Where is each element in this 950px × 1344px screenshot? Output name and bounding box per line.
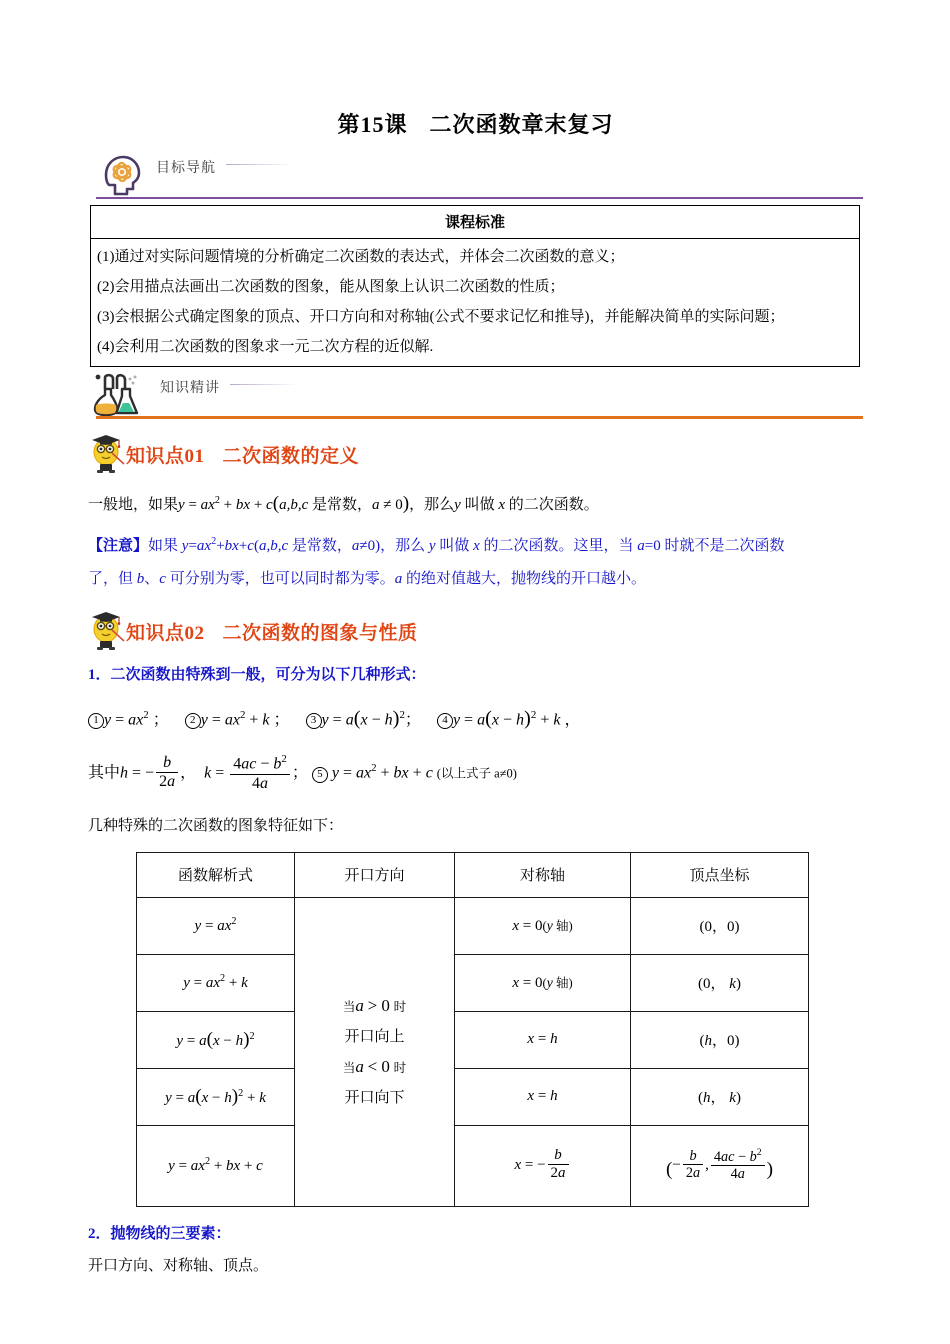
kp-label: 知识点 <box>126 623 185 644</box>
direction-line-1: 当a > 0 时 <box>342 995 407 1015</box>
banner-label-target-navigation: 目标导航 <box>156 161 216 176</box>
section2-heading: 2．抛物线的三要素： <box>88 1225 231 1242</box>
course-standard-item: (4)会利用二次函数的图象求一元二次方程的近似解. <box>97 339 434 355</box>
banner-rule-orange <box>96 416 863 419</box>
kp-title: 二次函数的图象与性质 <box>222 623 418 644</box>
banner-underline-decor <box>230 384 298 385</box>
page-title <box>88 108 863 139</box>
table-row <box>137 1068 809 1125</box>
knowledge-point-02-heading <box>88 616 863 650</box>
cell-axis: x = 0(y 轴) <box>455 954 631 1011</box>
banner-underline-decor <box>226 164 294 165</box>
table-row <box>137 1125 809 1206</box>
cell-vertex: (h， k) <box>631 1068 809 1125</box>
cell-vertex: (0，0) <box>631 897 809 954</box>
head-atom-icon <box>98 151 146 197</box>
course-standard-body <box>91 239 859 366</box>
table-row <box>137 1011 809 1068</box>
definition-paragraph: 一般地，如果$y = ax^2$ + bx + c(a,b,c 是常数，a ≠ 0)，那么y 叫做 x 的二次函数。 <box>88 493 599 514</box>
form5-note: (以上式子 a≠0) <box>436 766 517 781</box>
table-header-row <box>137 852 809 897</box>
cell-axis: x = 0(y 轴) <box>455 897 631 954</box>
table-row <box>137 897 809 954</box>
table-header-direction: 开口方向 <box>295 852 455 897</box>
cell-expression: $y = a(x - h)^2 + k$ <box>137 1068 295 1125</box>
cell-axis: x = h <box>455 1011 631 1068</box>
kp-number: 01 <box>184 446 205 467</box>
direction-line-4: 开口向下 <box>344 1089 405 1106</box>
section2-body: 开口方向、对称轴、顶点。 <box>88 1257 269 1274</box>
graduate-emoji-icon <box>88 431 130 473</box>
table-header-expression: 函数解析式 <box>137 852 295 897</box>
section1-heading: 1．二次函数由特殊到一般，可分为以下几种形式： <box>88 667 426 683</box>
cell-expression: $y = ax^2 + k$ <box>137 954 295 1011</box>
direction-line-3: 当a < 0 时 <box>342 1056 407 1076</box>
course-standard-item: (2)会用描点法画出二次函数的图象，能从图象上认识二次函数的性质； <box>97 279 565 295</box>
note-tag: 【注意】 <box>88 538 149 554</box>
graduate-emoji-icon <box>88 608 130 650</box>
kp-label: 知识点 <box>126 446 185 467</box>
cell-expression: $y = a(x - h)^2$ <box>137 1011 295 1068</box>
cell-vertex: (− $\frac{b}{2a}$ , $\frac{4ac - b^2}{4a}$ ) <box>631 1125 809 1206</box>
cell-opening-direction <box>295 897 455 1206</box>
table-header-axis: 对称轴 <box>455 852 631 897</box>
flask-beaker-icon <box>92 369 152 415</box>
section1-forms: 1 $y = ax^2$ ； 2 $y = ax^2 + k$ ； 3 $y = a(x - h)^2$； 4 $y = a(x - h)^2 + k$ ， <box>88 696 863 739</box>
table-header-vertex: 顶点坐标 <box>631 852 809 897</box>
note-line-2: 了，但 b、c 可分别为零，也可以同时都为零。a 的绝对值越大，抛物线的开口越小。 <box>88 571 646 587</box>
cell-vertex: (0， k) <box>631 954 809 1011</box>
cell-expression: $y = ax^2$ + bx + c <box>137 1125 295 1206</box>
banner-rule-purple <box>96 197 863 199</box>
kp-title: 二次函数的定义 <box>222 446 360 467</box>
function-properties-table <box>136 852 809 1207</box>
table-row <box>137 954 809 1011</box>
table-intro: 几种特殊的二次函数的图象特征如下： <box>88 817 344 834</box>
page-content <box>88 0 863 1282</box>
cell-axis: x = − $\frac{b}{2a}$ <box>455 1125 631 1206</box>
cell-axis: x = h <box>455 1068 631 1125</box>
course-standard-item: (1)通过对实际问题情境的分析确定二次函数的表达式，并体会二次函数的意义； <box>97 249 625 265</box>
knowledge-point-01-text <box>126 441 359 468</box>
knowledge-point-02-text <box>126 618 418 645</box>
note-line-1: 【注意】如果 $y=ax^2+bx+c(a,b,c$ 是常数，a≠0)，那么 y 叫做 x 的二次函数。这里，当 a=0 时就不是二次函数 <box>88 536 785 554</box>
title-lesson-name: 二次函数章末复习 <box>429 112 614 137</box>
section-banner-knowledge-lecture <box>88 373 863 419</box>
note-block <box>88 525 863 596</box>
direction-line-2: 开口向上 <box>344 1028 405 1045</box>
section1-where-line: 其中h = − $\frac{b}{2a}$ ， k = $\frac{4ac - b^2}{4a}$ ； 5 $y = ax^2$ + bx + c (以上式子 a≠0) <box>88 752 517 792</box>
cell-expression: $y = ax^2$ <box>137 897 295 954</box>
cell-vertex: (h，0) <box>631 1011 809 1068</box>
course-standard-box <box>90 205 860 367</box>
knowledge-point-01-heading <box>88 439 863 473</box>
title-lesson-number: 第15课 <box>337 112 408 137</box>
banner-label-knowledge-lecture: 知识精讲 <box>160 381 220 396</box>
where-prefix: 其中 <box>88 764 121 782</box>
course-standard-heading: 课程标准 <box>91 206 859 239</box>
section-banner-target-navigation <box>88 153 863 199</box>
course-standard-item: (3)会根据公式确定图象的顶点、开口方向和对称轴(公式不要求记忆和推导)，并能解决简单的实际问题； <box>97 309 785 325</box>
kp-number: 02 <box>184 623 205 644</box>
